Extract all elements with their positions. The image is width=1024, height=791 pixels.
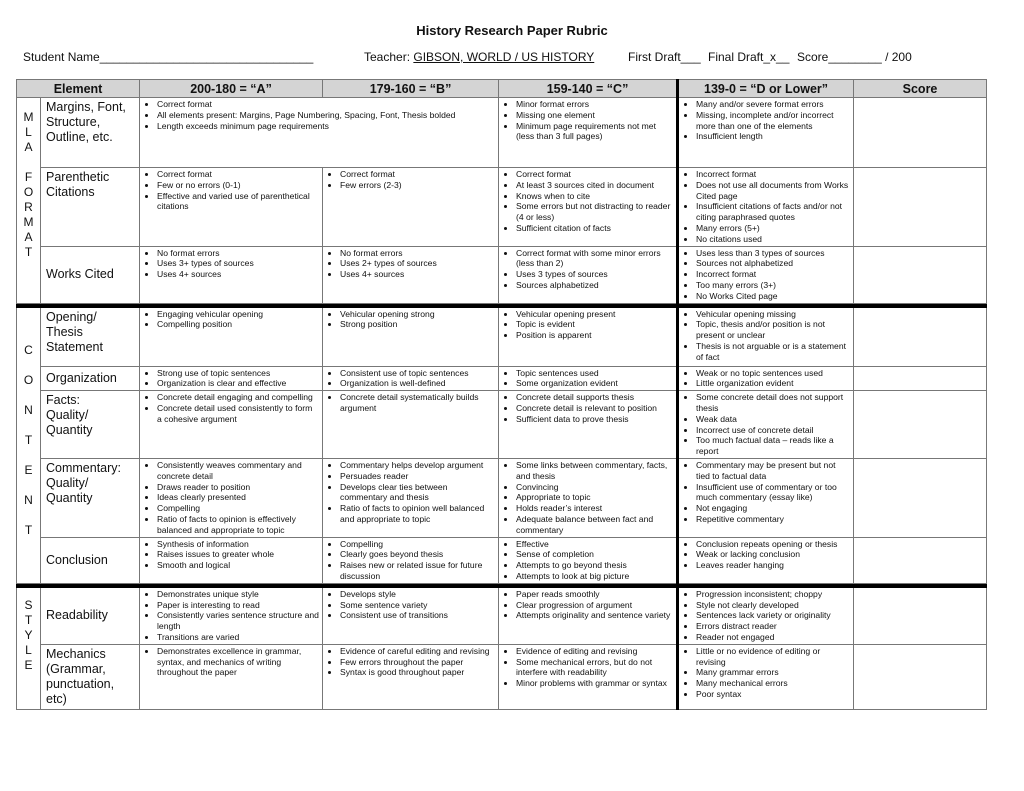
criteria-item: • Attempts to look at big picture	[516, 571, 673, 582]
element-name	[41, 537, 140, 583]
criteria-item: • Many mechanical errors	[696, 678, 850, 689]
criteria-list	[682, 248, 850, 302]
criteria-cell-a	[140, 391, 323, 459]
criteria-cell-d	[678, 246, 854, 303]
element-name	[41, 391, 140, 459]
criteria-list	[143, 309, 319, 331]
element-name-line: Works Cited	[46, 267, 114, 282]
teacher-field	[364, 50, 594, 64]
score-cell[interactable]	[854, 168, 987, 247]
section-letter: N	[24, 492, 33, 507]
criteria-item: • Paper reads smoothly	[516, 589, 673, 600]
criteria-item: • Evidence of careful editing and revising	[340, 646, 495, 657]
criteria-item: • Some concrete detail does not support thesis	[696, 392, 850, 414]
element-name	[41, 168, 140, 247]
col-header-element: Element	[17, 80, 140, 98]
criteria-item: • Weak or lacking conclusion	[696, 549, 850, 560]
rubric-row	[17, 537, 987, 583]
criteria-item: • No format errors	[157, 248, 319, 259]
criteria-cell-d	[678, 98, 854, 168]
criteria-item: • Consistent use of topic sentences	[340, 368, 495, 379]
col-header-b: 179-160 = “B”	[323, 80, 499, 98]
section-letter: S	[24, 597, 33, 612]
criteria-item: • Repetitive commentary	[696, 514, 850, 525]
teacher-label: Teacher:	[364, 50, 414, 64]
criteria-item: • Evidence of editing and revising	[516, 646, 673, 657]
criteria-list	[326, 460, 495, 525]
criteria-item: • Effective	[516, 539, 673, 550]
criteria-item: • Organization is well-defined	[340, 378, 495, 389]
criteria-item: • Missing one element	[516, 110, 673, 121]
criteria-item: • Ideas clearly presented	[157, 492, 319, 503]
criteria-list	[682, 539, 850, 571]
rubric-row	[17, 246, 987, 303]
criteria-item: • Progression inconsistent; choppy	[696, 589, 850, 600]
header-row	[17, 80, 987, 98]
element-name-line: Facts:	[46, 393, 81, 408]
criteria-item: • Consistent use of transitions	[340, 610, 495, 621]
rubric-row	[17, 98, 987, 168]
criteria-item: • Not engaging	[696, 503, 850, 514]
criteria-item: • Some errors but not distracting to reader (4 or less)	[516, 201, 673, 223]
criteria-cell-c	[499, 246, 678, 303]
rubric-row	[17, 458, 987, 537]
criteria-list	[682, 99, 850, 142]
section-letter: M	[23, 215, 34, 229]
criteria-cell-c	[499, 537, 678, 583]
final-draft-field: Final Draft_x__	[708, 50, 790, 64]
criteria-item: • Too many errors (3+)	[696, 280, 850, 291]
criteria-list	[143, 392, 319, 424]
element-name	[41, 458, 140, 537]
criteria-list	[326, 392, 495, 414]
criteria-item: • Weak or no topic sentences used	[696, 368, 850, 379]
criteria-cell-b	[323, 587, 499, 644]
criteria-list	[502, 169, 673, 234]
criteria-list	[502, 248, 673, 291]
element-name-line: Conclusion	[46, 552, 108, 567]
criteria-item: • Organization is clear and effective	[157, 378, 319, 389]
criteria-list	[326, 368, 495, 390]
score-cell[interactable]	[854, 644, 987, 709]
criteria-item: • Minor problems with grammar or syntax	[516, 678, 673, 689]
criteria-cell-d	[678, 391, 854, 459]
criteria-item: • Raises issues to greater whole	[157, 549, 319, 560]
element-name-line: punctuation,	[46, 676, 115, 691]
criteria-list	[143, 368, 319, 390]
score-cell[interactable]	[854, 246, 987, 303]
criteria-list	[502, 392, 673, 424]
criteria-cell-a	[140, 168, 323, 247]
criteria-item: • Topic sentences used	[516, 368, 673, 379]
section-letter	[17, 155, 40, 170]
criteria-item: • Conclusion repeats opening or thesis	[696, 539, 850, 550]
element-name	[41, 587, 140, 644]
criteria-item: • Sources alphabetized	[516, 280, 673, 291]
criteria-cell-c	[499, 644, 678, 709]
criteria-list	[502, 99, 673, 142]
criteria-cell-a	[140, 98, 499, 168]
criteria-cell-a	[140, 366, 323, 391]
rubric-row	[17, 391, 987, 459]
criteria-item: • Length exceeds minimum page requirements	[157, 121, 495, 132]
criteria-cell-b	[323, 366, 499, 391]
criteria-item: • Correct format with some minor errors (less than 2)	[516, 248, 673, 270]
criteria-item: • Minor format errors	[516, 99, 673, 110]
criteria-cell-b	[323, 307, 499, 366]
criteria-item: • At least 3 sources cited in document	[516, 180, 673, 191]
section-letter: N	[24, 402, 33, 417]
criteria-item: • Compelling	[340, 539, 495, 550]
criteria-list	[682, 392, 850, 457]
section-letter: M	[23, 110, 34, 124]
score-cell[interactable]	[854, 307, 987, 366]
teacher-value: GIBSON, WORLD / US HISTORY	[413, 50, 595, 64]
element-name-line: etc)	[46, 691, 67, 706]
criteria-item: • Uses 2+ types of sources	[340, 258, 495, 269]
criteria-item: • Compelling position	[157, 319, 319, 330]
criteria-item: • Many grammar errors	[696, 667, 850, 678]
student-name-blank: ________________________________	[99, 50, 314, 64]
criteria-item: • Does not use all documents from Works Cited page	[696, 180, 850, 202]
criteria-cell-c	[499, 458, 678, 537]
criteria-list	[326, 309, 495, 331]
criteria-item: • Weak data	[696, 414, 850, 425]
criteria-item: • Sources not alphabetized	[696, 258, 850, 269]
element-name-line: Quantity	[46, 423, 93, 438]
criteria-item: • Concrete detail engaging and compelling	[157, 392, 319, 403]
criteria-item: • Uses 4+ sources	[340, 269, 495, 280]
criteria-list	[502, 368, 673, 390]
col-header-d: 139-0 = “D or Lower”	[678, 80, 854, 98]
criteria-cell-d	[678, 168, 854, 247]
criteria-list	[143, 589, 319, 643]
score-cell[interactable]	[854, 366, 987, 391]
rubric-row	[17, 366, 987, 391]
element-name	[41, 246, 140, 303]
criteria-item: • Syntax is good throughout paper	[340, 667, 495, 678]
criteria-list	[502, 589, 673, 621]
criteria-item: • Many errors (5+)	[696, 223, 850, 234]
criteria-list	[682, 169, 850, 245]
section-letter: F	[24, 170, 33, 184]
section-letter: R	[24, 200, 33, 214]
criteria-list	[502, 539, 673, 582]
criteria-item: • Topic, thesis and/or position is not present or unclear	[696, 319, 850, 341]
rubric-table	[16, 79, 987, 710]
criteria-item: • No citations used	[696, 234, 850, 245]
criteria-item: • Reader not engaged	[696, 632, 850, 643]
element-name-line: Margins, Font,	[46, 100, 126, 114]
rubric-row	[17, 587, 987, 644]
section-letter: T	[24, 432, 33, 447]
element-name-line: Statement	[46, 339, 103, 354]
criteria-item: • Uses 4+ sources	[157, 269, 319, 280]
section-letter: E	[24, 462, 33, 477]
criteria-list	[502, 309, 673, 341]
criteria-item: • Correct format	[157, 169, 319, 180]
student-name-field	[23, 50, 313, 64]
element-name	[41, 98, 140, 168]
criteria-item: • Develops clear ties between commentary and thesis	[340, 482, 495, 504]
criteria-cell-a	[140, 307, 323, 366]
criteria-item: • Paper is interesting to read	[157, 600, 319, 611]
criteria-item: • Little organization evident	[696, 378, 850, 389]
criteria-item: • Some organization evident	[516, 378, 673, 389]
element-name-line: Opening/	[46, 309, 97, 324]
section-label	[17, 587, 41, 709]
criteria-item: • Style not clearly developed	[696, 600, 850, 611]
score-cell[interactable]	[854, 587, 987, 644]
criteria-item: • Little or no evidence of editing or revising	[696, 646, 850, 668]
element-name-line: Citations	[46, 185, 95, 199]
criteria-item: • Uses 3+ types of sources	[157, 258, 319, 269]
criteria-item: • Missing, incomplete and/or incorrect more than one of the elements	[696, 110, 850, 132]
criteria-item: • Incorrect use of concrete detail	[696, 425, 850, 436]
criteria-cell-a	[140, 458, 323, 537]
criteria-item: • Vehicular opening missing	[696, 309, 850, 320]
criteria-item: • Some links between commentary, facts, and thesis	[516, 460, 673, 482]
criteria-list	[326, 169, 495, 191]
criteria-item: • Commentary helps develop argument	[340, 460, 495, 471]
criteria-cell-b	[323, 458, 499, 537]
criteria-item: • Effective and varied use of parenthetical citations	[157, 191, 319, 213]
section-letter: E	[24, 657, 33, 672]
criteria-item: • Some sentence variety	[340, 600, 495, 611]
criteria-item: • Poor syntax	[696, 689, 850, 700]
criteria-cell-c	[499, 307, 678, 366]
criteria-item: • Thesis is not arguable or is a statement of fact	[696, 341, 850, 363]
score-cell[interactable]	[854, 98, 987, 168]
element-name-line: Organization	[46, 370, 117, 385]
rubric-row	[17, 644, 987, 709]
score-cell[interactable]	[854, 391, 987, 459]
criteria-item: • Ratio of facts to opinion is effectively balanced and appropriate to topic	[157, 514, 319, 536]
criteria-item: • Smooth and logical	[157, 560, 319, 571]
criteria-list	[143, 248, 319, 280]
section-letter: A	[24, 230, 33, 244]
criteria-item: • Topic is evident	[516, 319, 673, 330]
criteria-item: • Persuades reader	[340, 471, 495, 482]
section-letter: Y	[24, 627, 33, 642]
section-letter: O	[23, 372, 34, 387]
criteria-cell-d	[678, 644, 854, 709]
page-title: History Research Paper Rubric	[416, 23, 608, 38]
criteria-item: • Vehicular opening present	[516, 309, 673, 320]
criteria-cell-c	[499, 587, 678, 644]
criteria-item: • Appropriate to topic	[516, 492, 673, 503]
criteria-item: • Vehicular opening strong	[340, 309, 495, 320]
element-name-line: Parenthetic	[46, 170, 110, 184]
col-header-score: Score	[854, 80, 987, 98]
section-letter: T	[24, 612, 33, 627]
criteria-item: • Commentary may be present but not tied to factual data	[696, 460, 850, 482]
criteria-item: • Insufficient use of commentary or too much commentary (essay like)	[696, 482, 850, 504]
criteria-list	[326, 539, 495, 582]
criteria-item: • Attempts to go beyond thesis	[516, 560, 673, 571]
criteria-item: • Adequate balance between fact and commentary	[516, 514, 673, 536]
criteria-item: • Knows when to cite	[516, 191, 673, 202]
criteria-item: • Few errors throughout the paper	[340, 657, 495, 668]
criteria-list	[682, 309, 850, 363]
criteria-item: • Concrete detail systematically builds argument	[340, 392, 495, 414]
criteria-list	[682, 589, 850, 643]
score-cell[interactable]	[854, 537, 987, 583]
criteria-item: • Transitions are varied	[157, 632, 319, 643]
criteria-item: • Develops style	[340, 589, 495, 600]
score-field: Score________ / 200	[797, 50, 912, 64]
section-letter: L	[25, 642, 32, 657]
element-name	[41, 366, 140, 391]
element-name-line: Quality/	[46, 475, 89, 490]
criteria-item: • Many and/or severe format errors	[696, 99, 850, 110]
criteria-item: • Convincing	[516, 482, 673, 493]
criteria-list	[682, 646, 850, 700]
criteria-item: • Position is apparent	[516, 330, 673, 341]
section-letter: T	[24, 522, 33, 537]
criteria-item: • Compelling	[157, 503, 319, 514]
criteria-item: • Uses 3 types of sources	[516, 269, 673, 280]
section-label	[17, 98, 41, 304]
criteria-item: • Concrete detail used consistently to form a cohesive argument	[157, 403, 319, 425]
element-name-line: Mechanics	[46, 646, 106, 661]
criteria-item: • Demonstrates unique style	[157, 589, 319, 600]
criteria-cell-b	[323, 537, 499, 583]
criteria-list	[143, 539, 319, 571]
criteria-item: • Draws reader to position	[157, 482, 319, 493]
criteria-item: • Leaves reader hanging	[696, 560, 850, 571]
criteria-cell-a	[140, 246, 323, 303]
element-name-line: Thesis	[46, 324, 83, 339]
criteria-list	[682, 460, 850, 525]
section-letter: C	[24, 342, 33, 357]
criteria-cell-d	[678, 366, 854, 391]
criteria-cell-a	[140, 644, 323, 709]
criteria-item: • Engaging vehicular opening	[157, 309, 319, 320]
criteria-item: • Holds reader’s interest	[516, 503, 673, 514]
criteria-item: • Sense of completion	[516, 549, 673, 560]
criteria-item: • Errors distract reader	[696, 621, 850, 632]
rubric-row	[17, 307, 987, 366]
criteria-item: • Insufficient length	[696, 131, 850, 142]
criteria-list	[326, 248, 495, 280]
criteria-item: • Correct format	[340, 169, 495, 180]
score-cell[interactable]	[854, 458, 987, 537]
element-name	[41, 644, 140, 709]
element-name	[41, 307, 140, 366]
student-name-label: Student Name	[23, 50, 100, 64]
criteria-item: • Correct format	[516, 169, 673, 180]
first-draft-field: First Draft___	[628, 50, 701, 64]
criteria-item: • Some mechanical errors, but do not interfere with readability	[516, 657, 673, 679]
criteria-cell-a	[140, 587, 323, 644]
criteria-item: • Consistently weaves commentary and concrete detail	[157, 460, 319, 482]
criteria-item: • Too much factual data – reads like a report	[696, 435, 850, 457]
element-name-line: Outline, etc.	[46, 130, 113, 144]
criteria-list	[326, 646, 495, 678]
criteria-item: • Incorrect format	[696, 269, 850, 280]
criteria-cell-d	[678, 307, 854, 366]
criteria-list	[326, 589, 495, 621]
criteria-item: • No Works Cited page	[696, 291, 850, 302]
criteria-item: • Few or no errors (0-1)	[157, 180, 319, 191]
section-letter: O	[23, 185, 34, 199]
element-name-line: Structure,	[46, 115, 101, 129]
criteria-item: • Demonstrates excellence in grammar, syntax, and mechanics of writing throughout the paper	[157, 646, 319, 678]
criteria-list	[502, 646, 673, 689]
criteria-cell-c	[499, 366, 678, 391]
criteria-cell-a	[140, 537, 323, 583]
criteria-item: • No format errors	[340, 248, 495, 259]
criteria-item: • Minimum page requirements not met (less than 3 full pages)	[516, 121, 673, 143]
rubric-row	[17, 168, 987, 247]
section-letter: A	[24, 140, 33, 154]
criteria-item: • Correct format	[157, 99, 495, 110]
element-name-line: Readability	[46, 608, 108, 623]
criteria-item: • Sufficient citation of facts	[516, 223, 673, 234]
section-label	[17, 307, 41, 583]
criteria-cell-b	[323, 644, 499, 709]
criteria-cell-c	[499, 168, 678, 247]
element-name-line: Commentary:	[46, 460, 122, 475]
criteria-list	[502, 460, 673, 536]
criteria-list	[682, 368, 850, 390]
criteria-item: • All elements present: Margins, Page Numbering, Spacing, Font, Thesis bolded	[157, 110, 495, 121]
criteria-item: • Attempts originality and sentence variety	[516, 610, 673, 621]
col-header-a: 200-180 = “A”	[140, 80, 323, 98]
col-header-c: 159-140 = “C”	[499, 80, 678, 98]
criteria-item: • Concrete detail supports thesis	[516, 392, 673, 403]
criteria-item: • Clear progression of argument	[516, 600, 673, 611]
section-letter: T	[24, 245, 33, 259]
criteria-item: • Clearly goes beyond thesis	[340, 549, 495, 560]
element-name-line: (Grammar,	[46, 661, 106, 676]
criteria-item: • Sufficient data to prove thesis	[516, 414, 673, 425]
criteria-item: • Strong use of topic sentences	[157, 368, 319, 379]
criteria-item: • Ratio of facts to opinion well balanced and appropriate to topic	[340, 503, 495, 525]
criteria-item: • Consistently varies sentence structure and length	[157, 610, 319, 632]
criteria-list	[143, 99, 495, 131]
criteria-list	[143, 460, 319, 536]
criteria-cell-c	[499, 98, 678, 168]
criteria-item: • Strong position	[340, 319, 495, 330]
criteria-cell-c	[499, 391, 678, 459]
criteria-item: • Few errors (2-3)	[340, 180, 495, 191]
criteria-cell-b	[323, 168, 499, 247]
section-letter: L	[25, 125, 32, 139]
criteria-cell-d	[678, 537, 854, 583]
criteria-item: • Insufficient citations of facts and/or not citing paraphrased quotes	[696, 201, 850, 223]
criteria-cell-b	[323, 246, 499, 303]
criteria-cell-d	[678, 587, 854, 644]
criteria-list	[143, 169, 319, 212]
criteria-item: • Concrete detail is relevant to position	[516, 403, 673, 414]
criteria-cell-b	[323, 391, 499, 459]
criteria-cell-d	[678, 458, 854, 537]
criteria-item: • Raises new or related issue for future discussion	[340, 560, 495, 582]
criteria-list	[143, 646, 319, 678]
element-name-line: Quality/	[46, 408, 89, 423]
criteria-item: • Synthesis of information	[157, 539, 319, 550]
criteria-item: • Sentences lack variety or originality	[696, 610, 850, 621]
criteria-item: • Incorrect format	[696, 169, 850, 180]
criteria-item: • Uses less than 3 types of sources	[696, 248, 850, 259]
element-name-line: Quantity	[46, 490, 93, 505]
